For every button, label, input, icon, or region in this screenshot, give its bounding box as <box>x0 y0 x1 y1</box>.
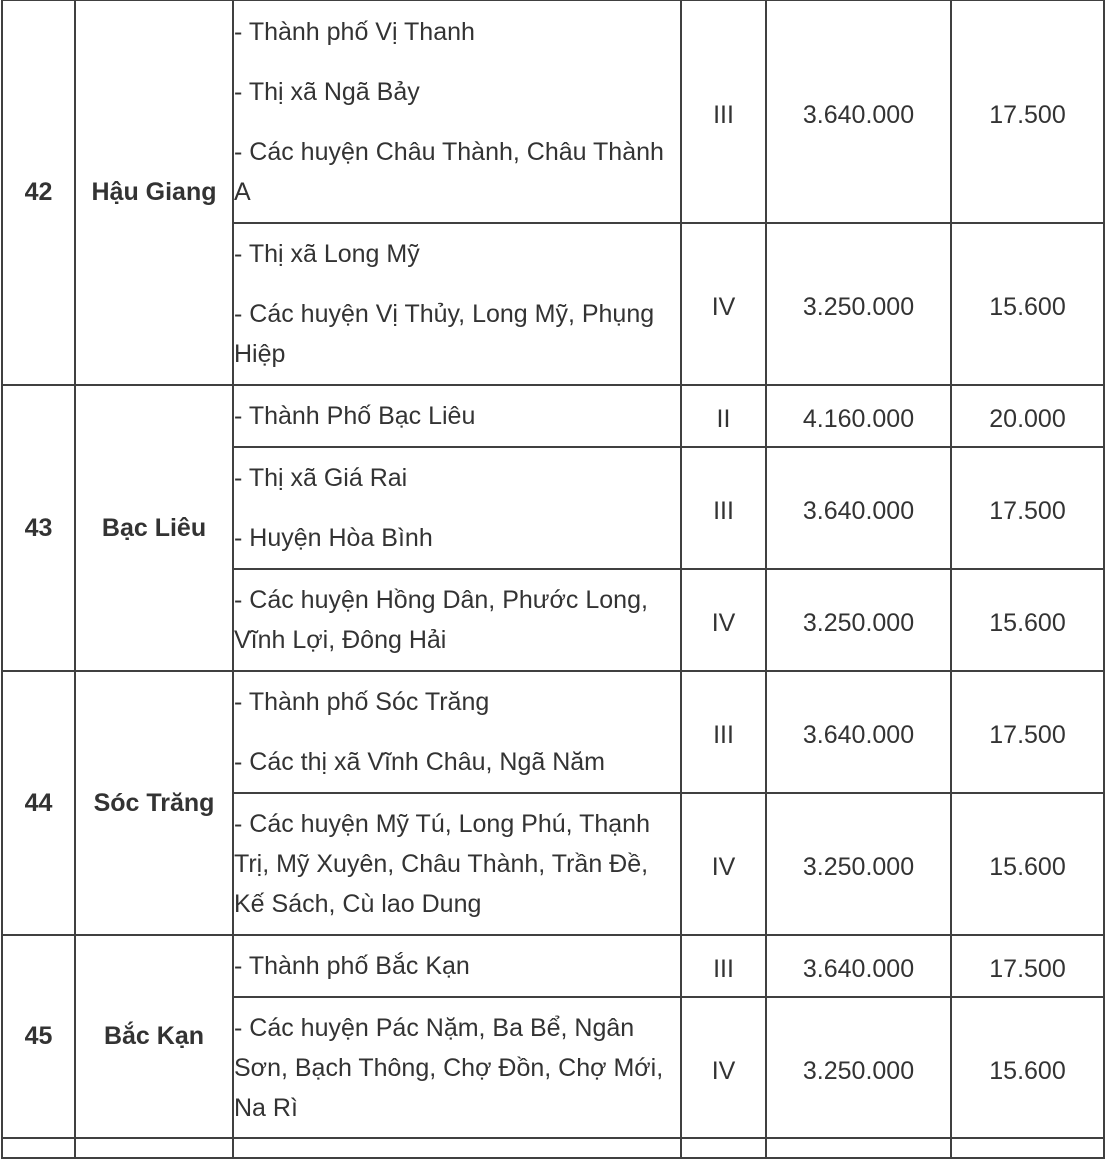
monthly-wage-cell <box>766 793 951 935</box>
hourly-wage-cell <box>951 0 1104 223</box>
hourly-wage: 20.000 <box>989 405 1066 433</box>
monthly-wage: 3.640.000 <box>802 100 915 129</box>
province-number: 44 <box>2 671 75 935</box>
hourly-wage: 15.600 <box>989 609 1066 637</box>
hourly-wage: 17.500 <box>989 497 1066 525</box>
wage-region: III <box>713 497 734 525</box>
province-number: 43 <box>2 385 75 671</box>
area-item: - Các thị xã Vĩnh Châu, Ngã Năm <box>234 748 605 776</box>
wage-region-cell <box>681 793 766 935</box>
hourly-wage: 15.600 <box>989 1056 1066 1085</box>
province-name: Bạc Liêu <box>75 385 233 671</box>
table-body <box>2 0 1104 1158</box>
wage-region-cell <box>681 447 766 569</box>
province-name: Bắc Kạn <box>75 935 233 1138</box>
area-item: - Các huyện Châu Thành, Châu Thành A <box>234 137 664 206</box>
empty-cell <box>233 1138 681 1158</box>
wage-region-cell <box>681 671 766 793</box>
monthly-wage: 3.250.000 <box>802 853 915 881</box>
empty-cell <box>681 1138 766 1158</box>
area-list <box>233 997 681 1138</box>
hourly-wage: 15.600 <box>989 293 1066 321</box>
area-item: - Thị xã Long Mỹ <box>234 240 420 268</box>
wage-region: IV <box>711 293 736 321</box>
wage-region-cell <box>681 0 766 223</box>
hourly-wage: 17.500 <box>989 721 1066 749</box>
hourly-wage-cell <box>951 997 1104 1138</box>
table-row-partial <box>2 1138 1104 1158</box>
area-gap <box>234 112 680 132</box>
monthly-wage-cell <box>766 997 951 1138</box>
table-row <box>2 935 1104 997</box>
area-gap <box>234 274 680 294</box>
wage-region-cell <box>681 385 766 447</box>
area-item: - Huyện Hòa Bình <box>234 524 433 552</box>
area-list <box>233 223 681 385</box>
wage-region: III <box>713 100 734 129</box>
monthly-wage: 3.250.000 <box>802 293 915 321</box>
hourly-wage-cell <box>951 793 1104 935</box>
empty-cell <box>75 1138 233 1158</box>
wage-region-cell <box>681 935 766 997</box>
area-list <box>233 793 681 935</box>
hourly-wage-cell <box>951 671 1104 793</box>
monthly-wage: 3.640.000 <box>802 497 915 525</box>
province-number: 42 <box>2 0 75 385</box>
province-name: Hậu Giang <box>75 0 233 385</box>
area-item: - Thành phố Bắc Kạn <box>234 952 470 980</box>
hourly-wage-cell <box>951 447 1104 569</box>
monthly-wage: 3.250.000 <box>802 1056 915 1085</box>
empty-cell <box>766 1138 951 1158</box>
area-gap <box>234 722 680 742</box>
area-list <box>233 385 681 447</box>
area-gap <box>234 498 680 518</box>
hourly-wage-cell <box>951 569 1104 671</box>
monthly-wage-cell <box>766 569 951 671</box>
wage-region-cell <box>681 997 766 1138</box>
hourly-wage-cell <box>951 385 1104 447</box>
monthly-wage-cell <box>766 223 951 385</box>
province-name: Sóc Trăng <box>75 671 233 935</box>
area-list <box>233 671 681 793</box>
monthly-wage: 3.250.000 <box>802 609 915 637</box>
area-item: - Thị xã Ngã Bảy <box>234 77 420 106</box>
empty-cell <box>2 1138 75 1158</box>
area-item: - Thành Phố Bạc Liêu <box>234 402 476 430</box>
area-item: - Thành phố Vị Thanh <box>234 17 475 46</box>
hourly-wage: 15.600 <box>989 853 1066 881</box>
table-row <box>2 385 1104 447</box>
monthly-wage: 3.640.000 <box>802 955 915 983</box>
area-list <box>233 0 681 223</box>
area-item: - Các huyện Pác Nặm, Ba Bể, Ngân Sơn, Bạch Thông, Chợ Đồn, Chợ Mới, Na Rì <box>234 1013 664 1122</box>
wage-region-cell <box>681 569 766 671</box>
hourly-wage: 17.500 <box>989 955 1066 983</box>
wage-region: IV <box>711 853 736 881</box>
area-item: - Các huyện Mỹ Tú, Long Phú, Thạnh Trị, Mỹ Xuyên, Châu Thành, Trần Đề, Kế Sách, Cù lao Dung <box>234 810 650 918</box>
monthly-wage-cell <box>766 671 951 793</box>
monthly-wage-cell <box>766 447 951 569</box>
area-item: - Các huyện Hồng Dân, Phước Long, Vĩnh Lợi, Đông Hải <box>234 586 648 654</box>
area-list <box>233 935 681 997</box>
monthly-wage-cell <box>766 385 951 447</box>
wage-region-cell <box>681 223 766 385</box>
wage-region: III <box>713 721 734 749</box>
empty-cell <box>951 1138 1104 1158</box>
area-item: - Thị xã Giá Rai <box>234 464 408 492</box>
table-row <box>2 0 1104 223</box>
area-list <box>233 447 681 569</box>
wage-region: II <box>716 405 731 433</box>
wage-region: IV <box>711 609 736 637</box>
monthly-wage-cell <box>766 0 951 223</box>
monthly-wage-cell <box>766 935 951 997</box>
hourly-wage: 17.500 <box>989 100 1066 129</box>
area-item: - Thành phố Sóc Trăng <box>234 688 490 716</box>
area-gap <box>234 52 680 72</box>
monthly-wage: 4.160.000 <box>802 405 915 433</box>
minimum-wage-table <box>1 0 1105 1159</box>
province-number: 45 <box>2 935 75 1138</box>
wage-region: III <box>713 955 734 983</box>
wage-region: IV <box>711 1056 736 1085</box>
area-list <box>233 569 681 671</box>
hourly-wage-cell <box>951 935 1104 997</box>
area-item: - Các huyện Vị Thủy, Long Mỹ, Phụng Hiệp <box>234 300 655 368</box>
monthly-wage: 3.640.000 <box>802 721 915 749</box>
hourly-wage-cell <box>951 223 1104 385</box>
table-row <box>2 671 1104 793</box>
